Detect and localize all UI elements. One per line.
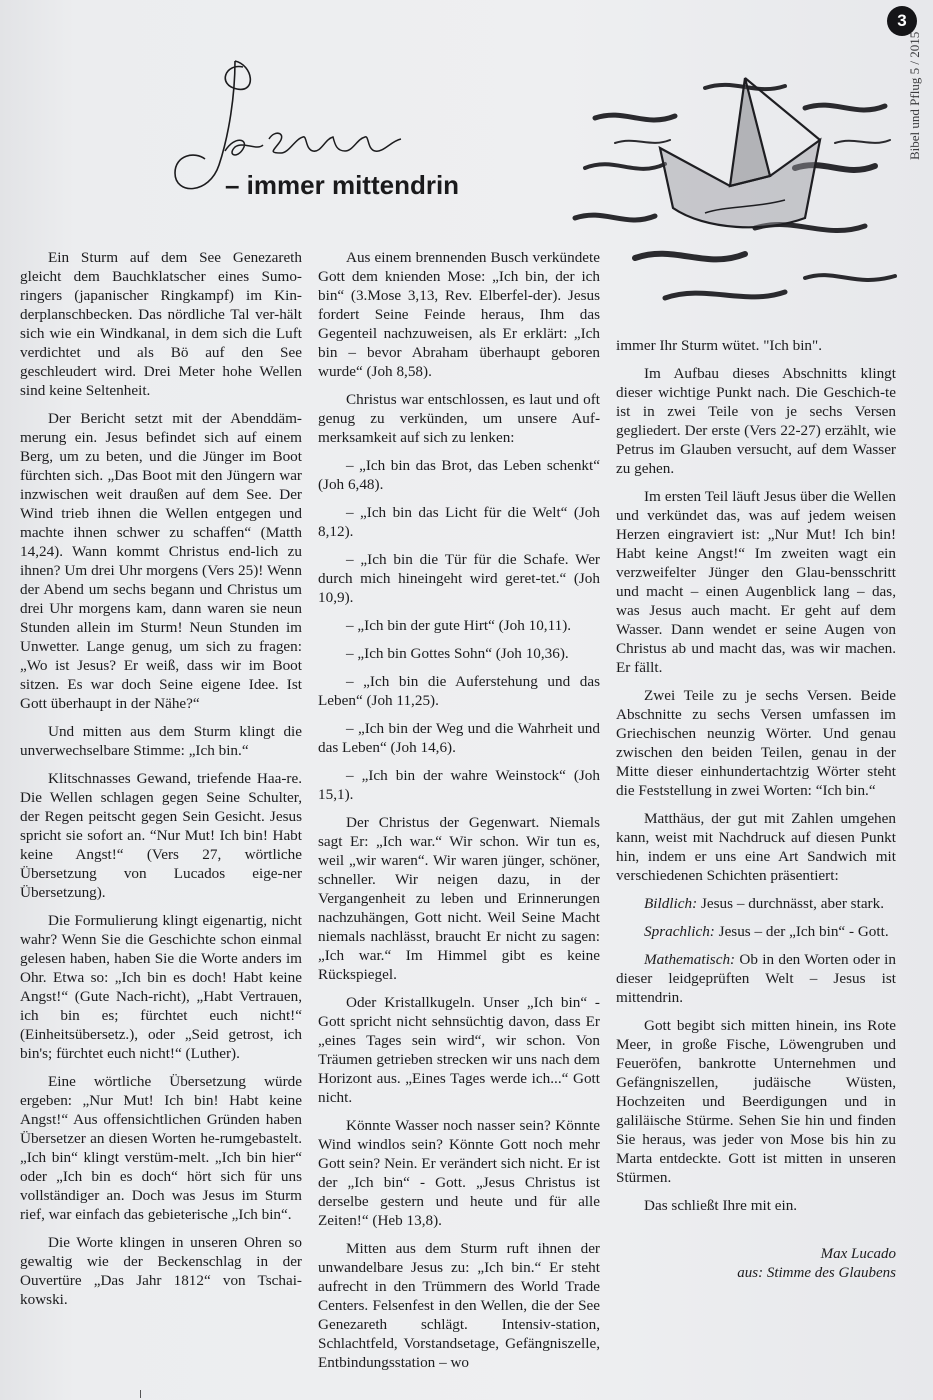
layer-mathematisch [616,950,896,1007]
paragraph: Der Christus der Gegenwart. Niemals sagt Er: „Ich war.“ Wir schon. Wir tun es, weil „wir waren“. Wir waren jünger, schöner, schneller. Wir neigen dazu, in der Vergangenheit zu leben und Erinnerungen nachzuhängen, Gott nicht. Weil Seine Macht niemals nachlässt, braucht Er nicht zu sagen: „Ich war.“ Im Himmel gibt es keine Rückspiegel. [318,814,600,983]
column-2 [318,248,600,1381]
paragraph: Mitten aus dem Sturm ruft ihnen der unwandelbare Jesus zu: „Ich bin.“ Er steht aufrecht in den Trümmern des World Trade Centers. Felsenfest in den Wellen, die der See Genezareth schlägt. Intensiv-station, Schlachtfeld, Vorstandsetage, Gefängniszelle, Entbindungsstation – wo [318,1240,600,1371]
paper-boat-illustration [555,48,915,320]
i-am-quote: – „Ich bin der gute Hirt“ (Joh 10,11). [346,617,572,634]
paragraph: Oder Kristallkugeln. Unser „Ich bin“ - Gott spricht nicht sehnsüchtig davon, dass Er „eines Tages sein wird“, wir schon. Von Träumen getrieben strecken wir uns nach dem Horizont aus. „Eines Tages werde ich...“ Gott nicht. [318,994,600,1106]
layer-label: Sprachlich: [644,923,715,940]
page-mark [140,1390,141,1398]
i-am-quote: – „Ich bin die Auferstehung und das Leben“ (Joh 11,25). [318,673,600,709]
layer-sprachlich [616,922,896,941]
i-am-quote: – „Ich bin Gottes Sohn“ (Joh 10,36). [346,645,569,662]
i-am-quote: – „Ich bin das Licht für die Welt“ (Joh 8,12). [318,504,600,540]
issue-label: Bibel und Pflug 5 / 2015 [907,31,922,160]
author-credit [616,1245,896,1283]
paragraph: Zwei Teile zu je sechs Versen. Beide Abschnitte zu sechs Versen umfassen im Griechischen neunzig Wörter. Und genau zwischen den beiden Teilen, genau in der Mitte dieser einhundertachtzig Wörter steht die Feststellung in zwei Worten: “Ich bin.“ [616,687,896,799]
layer-label: Bildlich: [644,895,698,912]
author-name: Max Lucado [820,1246,896,1262]
layer-text: Jesus – durchnässt, aber stark. [697,895,885,912]
paragraph: Das schließt Ihre mit ein. [644,1197,798,1214]
paragraph: Der Bericht setzt mit der Abenddäm-merung ein. Jesus befindet sich auf einem Berg, um zu beten, und die Jünger im Boot fürchten sich. „Das Boot mit den Jüngern war inzwischen weit draußen auf dem See. Der Wind trieb ihnen die Wellen entgegen und machte ihnen schwer zu schaffen“ (Matth 14,24). Wann kommt Christus end-lich zu ihnen? Um drei Uhr morgens (Vers 25)! Wenn der Abend um sechs begann und Christus um drei Uhr morgens kam, dann waren sie neun Stunden allein im Sturm! Neun Stunden im Unwetter. Lange genug, um sich zu fragen: „Wo ist Jesus? Er weiß, dass wir im Boot sitzen. Es war doch Seine eigene Idee. Ist Gott überhaupt in der Nähe?“ [20,410,302,712]
paragraph: Eine wörtliche Übersetzung würde ergeben: „Nur Mut! Ich bin! Habt keine Angst!“ Aus offensichtlichen Gründen haben Übersetzer an diesen Worten he-rumgebastelt. „Ich bin“ klingt verstüm-melt. „Ich bin hier“ oder „Ich bin es doch“ hört sich für uns vollständiger an. Doch was Jesus im Sturm rief, war einfach das gebieterische „Ich bin“. [20,1073,302,1223]
layer-label: Mathematisch: [644,951,736,968]
paragraph: Aus einem brennenden Busch verkündete Gott dem knienden Mose: „Ich bin, der ich bin“ (3.Mose 3,13, Rev. Elberfel-der). Jesus fordert Seine Feinde heraus, Ihm das Gegenteil nachzuweisen, als Er erklärt: „Ich bin – bevor Abraham überhaupt geboren wurde“ (Joh 8,58). [318,249,600,380]
paragraph: Klitschnasses Gewand, triefende Haa-re. Die Wellen schlagen gegen Seine Schulter, der Regen peitscht gegen Sein Gesicht. Jesus spricht sie sofort an. “Nur Mut! Ich bin! Habt keine Angst!“ (Vers 27, wörtliche Übersetzung von Lucados eige-ner Übersetzung). [20,770,302,901]
column-3 [616,336,896,1224]
layer-text: Ob in den Worten oder in dieser leidgeprüften Welt – Jesus ist mittendrin. [616,951,896,1006]
layer-bildlich [616,894,896,913]
author-source: aus: Stimme des Glaubens [737,1265,896,1281]
paragraph: Und mitten aus dem Sturm klingt die unverwechselbare Stimme: „Ich bin.“ [20,723,302,759]
paragraph: Christus war entschlossen, es laut und oft genug zu verkünden, um unsere Auf-merksamkeit auf sich zu lenken: [318,391,600,446]
column-1 [20,248,302,1318]
paragraph: Im Aufbau dieses Abschnitts klingt dieser wichtige Punkt nach. Die Geschich-te ist in zwei Teile von je sechs Versen gegliedert. Der erste (Vers 22-27) erzählt, wie Petrus im Glauben versucht, auf dem Wasser zu gehen. [616,365,896,477]
i-am-quote: – „Ich bin der wahre Weinstock“ (Joh 15,1). [318,767,600,803]
paragraph: Matthäus, der gut mit Zahlen umgehen kann, weist mit Nachdruck auf diesen Punkt hin, indem er uns eine Art Sandwich mit verschiedenen Schichten präsentiert: [616,810,896,884]
article-subtitle: – immer mittendrin [225,170,460,200]
paragraph: Ein Sturm auf dem See Genezareth gleicht dem Bauchklatscher eines Sumo-ringers (japanischer Ringkampf) im Kin-derplanschbecken. Das nördliche Tal ver-hält sich wie ein Windkanal, in dem sich die Luft verdichtet und als Bö auf den See geschleudert wird. Drei Meter hohe Wellen sind keine Seltenheit. [20,249,302,399]
paragraph-continuation: immer Ihr Sturm wütet. "Ich bin". [616,337,823,354]
paragraph: Gott begibt sich mitten hinein, ins Rote Meer, in große Fische, Löwengruben und Feueröfen, bankrotte Unternehmen und Gefängniszellen, judäische Wüsten, Hochzeiten und Beerdigungen und in galiläische Stürme. Sehen Sie hin und finden Sie heraus, was jeder von Mose bis hin zu Marta entdeckte. Gott ist mitten in unseren Stürmen. [616,1017,896,1186]
i-am-quote: – „Ich bin die Tür für die Schafe. Wer durch mich hineingeht wird geret-tet.“ (Joh 10,9). [318,551,600,606]
i-am-quote: – „Ich bin das Brot, das Leben schenkt“ (Joh 6,48). [318,457,600,493]
page-number-badge: 3 [887,6,917,36]
layer-text: Jesus – der „Ich bin“ - Gott. [714,923,889,940]
paragraph: Im ersten Teil läuft Jesus über die Wellen und verkündet das, was auf jedem weisen Herzen eingraviert ist: „Nur Mut! Ich bin! Habt keine Angst!“ Im zweiten wagt ein verzweifelter Jünger den Glau-bensschritt und macht – einen Augenblick lang – das, was Jesus auch macht. Er geht auf dem Wasser. Dann wendet er seine Augen von Christus ab und macht das, was wir machen. Er fällt. [616,488,896,676]
paragraph: Die Worte klingen in unseren Ohren so gewaltig wie der Beckenschlag in der Ouvertüre „Das Jahr 1812“ von Tschai-kowski. [20,1234,302,1308]
paragraph: Könnte Wasser noch nasser sein? Könnte Wind windlos sein? Könnte Gott noch mehr Gott sein? Nein. Er verändert sich nicht. Er ist der „Ich bin“ - Gott. „Jesus Christus ist derselbe gestern und heute und für alle Zeiten!“ (Heb 13,8). [318,1117,600,1229]
paragraph: Die Formulierung klingt eigenartig, nicht wahr? Wenn Sie die Geschichte schon einmal gelesen haben, haben Sie die Worte anders im Ohr. Etwa so: „Ich bin es doch! Habt keine Angst!“ (Gute Nach-richt), „Habt Vertrauen, ich bin es; fürchtet euch nicht!“ (Einheitsübersetz.), oder „Seid getrost, ich bin's; fürchtet euch nicht!“ (Luther). [20,912,302,1062]
i-am-quote: – „Ich bin der Weg und die Wahrheit und das Leben“ (Joh 14,6). [318,720,600,756]
